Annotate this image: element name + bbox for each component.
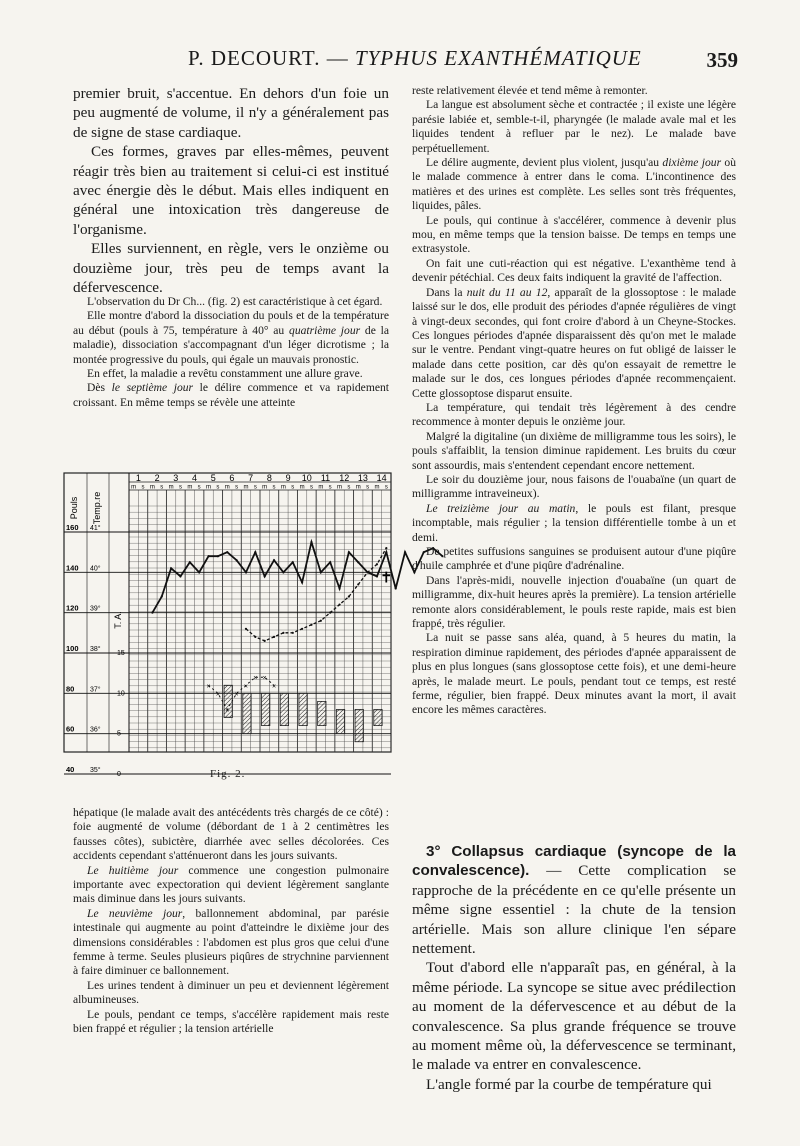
half-day-label: s [160, 484, 164, 491]
pulse-line-point [357, 561, 359, 563]
pouls-tick: 140 [66, 563, 79, 573]
pulse-line-point [376, 575, 378, 577]
paragraph: Le pouls, qui continue à s'accélérer, commence à devenir plus mou, en même temps que la tension baisse. De temps en temps une extrasystole. [412, 213, 736, 256]
right-column-top [412, 84, 736, 718]
temp-tick: 41° [90, 525, 101, 532]
paragraph [412, 842, 736, 958]
temperature-line-point [385, 547, 387, 549]
tension-point: × [271, 683, 277, 691]
pulse-line-point [151, 612, 153, 614]
running-header [140, 46, 740, 80]
half-day-label: m [131, 484, 137, 491]
paragraph: premier bruit, s'accentue. En dehors d'un foie un peu augmenté de volume, il n'y a généralement pas de signe de stase cardiaque. [73, 85, 389, 141]
emphasis: quatrième jour [289, 323, 361, 337]
paragraph: Dans l'après-midi, nouvelle injection d'ouabaïne (un quart de milligramme, dix-huit heures après la première). La tension artérielle remonte alors considérablement, le pouls reste rapide, mais est bien frappé, très régulier. [412, 573, 736, 631]
text-run: , le pouls est filant, presque incomptable, mais régulier ; la tension différentielle tombe à un et demi. [412, 501, 736, 544]
half-day-label: s [291, 484, 295, 491]
pulse-line-point [282, 571, 284, 573]
paragraph: La nuit se passe sans aléa, quand, à 5 heures du matin, la respiration diminue rapidement, des périodes d'apnée apparaissent de plus en plus longues (sans glossoptose cette fois), et une demi-heure après, le malade meurt. Le pouls, pendant tout ce temps, est resté ferme, régulier, bien frappé. Deux minutes avant la mort, il avait encore les mêmes caractères. [412, 631, 736, 717]
half-day-label: m [374, 484, 380, 491]
figure-caption: Fig. 2. [210, 768, 246, 780]
half-day-label: s [347, 484, 351, 491]
paragraph: Malgré la digitaline (un dixième de milligramme tous les soirs), le pouls s'affaiblit, la tension diminue rapidement. Les bruits du cœur sont assourdis, mais s'entendent cependant encore nettement. [412, 429, 736, 472]
day-label: 5 [210, 473, 216, 483]
temp-tick: 35° [90, 767, 101, 774]
ta-bar [374, 709, 382, 725]
half-day-label: s [178, 484, 182, 491]
pulse-line-point [273, 559, 275, 561]
half-day-label: m [355, 484, 361, 491]
left-column-bottom [73, 806, 389, 1037]
half-day-label: m [337, 484, 343, 491]
half-day-label: s [216, 484, 220, 491]
text-run: — Cette complication se rapproche de la précédente en ce qu'elle présente un même signe essentiel : la chute de la tension artérielle. Mais son allure clinique l'en sépare nettement. [412, 862, 736, 958]
tension-point: × [262, 675, 267, 683]
text-run: , ballonnement abdominal, par parésie intestinale qui augmente au point d'atteindre le dixième jour des dimensions considérables : l'abdomen est plus gros que celui d'une femme à terme. Seules plusieurs piqûres de strychnine parviennent à faire diminuer ce ballonnement. [73, 906, 389, 978]
day-label: 14 [376, 473, 387, 483]
half-day-label: m [262, 484, 268, 491]
half-day-label: m [206, 484, 212, 491]
death-cross: ✝ [380, 568, 393, 587]
pouls-tick: 40 [66, 765, 75, 774]
tension-point: × [243, 683, 249, 691]
half-day-label: s [366, 484, 370, 491]
pulse-line-point [226, 551, 228, 553]
pulse-line-point [310, 541, 312, 543]
ta-tick: 0 [117, 771, 121, 778]
text-run: Dès [87, 381, 112, 395]
day-label: 8 [266, 473, 272, 483]
right-column-bottom [412, 842, 736, 1094]
emphasis: dixième jour [662, 156, 722, 170]
left-column-top [73, 84, 389, 297]
page-number: 359 [706, 48, 738, 72]
temperature-line-point [254, 636, 256, 638]
paragraph [412, 502, 736, 545]
ta-bar [318, 701, 326, 725]
pulse-line-point [198, 571, 200, 573]
ta-tick: 5 [117, 730, 121, 738]
half-day-label: s [309, 484, 313, 491]
paragraph: reste relativement élevée et tend même à remonter. [412, 84, 648, 97]
left-column-middle [73, 295, 389, 410]
paragraph [73, 907, 389, 979]
half-day-label: s [272, 484, 276, 491]
pouls-tick: 80 [66, 684, 75, 694]
paragraph [73, 309, 389, 367]
paragraph: Elles surviennent, en règle, vers le onzième ou douzième jour, très peu de temps avant la défervescence. [73, 240, 389, 297]
pulse-line-point [301, 581, 303, 583]
paragraph: Le pouls, pendant ce temps, s'accélère rapidement mais reste bien frappé et régulier ; la tension artérielle [73, 1007, 389, 1036]
pouls-tick: 60 [66, 724, 75, 734]
paragraph [73, 864, 389, 907]
text-run: Dans la [426, 285, 467, 299]
half-day-label: m [243, 484, 249, 491]
day-label: 3 [173, 473, 179, 483]
paragraph [73, 381, 389, 410]
tension-point: × [234, 691, 239, 699]
pulse-line-point [292, 561, 294, 563]
pulse-line-point [385, 551, 387, 553]
pulse-line-point [179, 575, 181, 577]
pulse-line-point [170, 567, 172, 569]
day-label: 6 [229, 473, 235, 483]
day-label: 13 [357, 473, 368, 483]
half-day-label: s [253, 484, 257, 491]
half-day-label: m [224, 484, 230, 491]
temperature-line-point [245, 628, 247, 630]
tension-point: × [253, 675, 258, 683]
temperature-line-point [301, 628, 303, 630]
emphasis: Le neuvième jour [87, 906, 183, 920]
text-run: commence une congestion pulmonaire importante avec expectoration qui devient légèrement sanglante mais diminue dans les jours suivants. [73, 863, 389, 906]
day-label: 1 [135, 473, 141, 483]
pulse-line-point [236, 559, 238, 561]
paragraph: hépatique (le malade avait des antécédents très chargés de ce côté) : foie augmenté de volume (débordant de 1 à 2 centimètres les fausses côtes), subictère, diarrhée avec selles décolorées. Ces accidents cependant s'atténueront dans les jours suivants. [73, 806, 389, 863]
temp-tick: 38° [90, 646, 101, 653]
running-title [188, 46, 642, 71]
temp-tick: 36° [90, 726, 101, 734]
day-label: 12 [339, 473, 350, 483]
pulse-line-point [348, 551, 350, 553]
section-title: 3° Collapsus cardiaque (syncope de la convalescence). [412, 843, 736, 880]
temperature-line-point [329, 612, 331, 614]
temp-tick: 39° [90, 605, 101, 613]
temperature-line-point [310, 624, 312, 626]
paragraph: En effet, la maladie a revêtu constamment une allure grave. [87, 367, 363, 381]
running-dash: — [320, 46, 355, 70]
temperature-line-point [292, 632, 294, 634]
half-day-label: s [328, 484, 332, 491]
pulse-line-point [320, 571, 322, 573]
half-day-label: m [187, 484, 193, 491]
ta-bar [280, 693, 288, 725]
pulse-line-point [207, 555, 209, 557]
half-day-label: m [168, 484, 174, 491]
half-day-label: s [141, 484, 145, 491]
emphasis: Le treizième jour au matin [426, 501, 576, 515]
text-run: le délire commence et va rapidement croissant. En même temps se révèle une atteinte [73, 381, 389, 409]
temp-axis-label: Temp.re [92, 491, 102, 525]
pouls-tick: 160 [66, 523, 79, 532]
temperature-line-point [376, 563, 378, 565]
temperature-line-point [367, 571, 369, 573]
running-title-text: TYPHUS EXANTHÉMATIQUE [354, 46, 642, 70]
day-label: 11 [320, 473, 331, 483]
half-day-label: s [197, 484, 201, 491]
emphasis: le septième jour [111, 381, 194, 395]
ta-bar [355, 709, 363, 741]
pulse-line-point [338, 587, 340, 589]
pulse-line-point [217, 555, 219, 557]
tension-point: × [206, 683, 211, 691]
day-label: 7 [248, 473, 254, 483]
ta-bar [336, 709, 344, 733]
temperature-line-point [357, 583, 359, 585]
temp-tick: 37° [90, 686, 101, 694]
half-day-label: m [318, 484, 324, 491]
temperature-line-point [264, 640, 266, 642]
paragraph: Le soir du douzième jour, nous faisons de l'ouabaïne (un quart de milligramme intraveineux). [412, 472, 736, 501]
temp-tick: 40° [90, 565, 101, 573]
paragraph: L'angle formé par la courbe de température qui [426, 1075, 712, 1093]
ta-bar [243, 693, 251, 733]
half-day-label: s [235, 484, 239, 491]
paragraph [412, 286, 736, 401]
text-run: , apparaît de la glossoptose : le malade laissé sur le dos, elle produit des périodes d'apnée régulières de vingt à vingt-deux secondes, qui font croire d'abord à un Cheyne-Stockes. Ces longues périodes d'apnée disparaissent dès qu'on met le malade sur le ventre. Pendant vingt-quatre heures on fut obligé de laisser le malade dans cette position, car dès qu'on essayait de remettre le malade sur le dos, ces longues périodes d'apnée recommençaient. Cette glossoptose disparut ensuite. [412, 285, 736, 400]
half-day-label: s [384, 484, 388, 491]
temperature-line-point [273, 636, 275, 638]
paragraph: De petites suffusions sanguines se produisent autour d'une piqûre d'huile camphrée et d'une piqûre d'adrénaline. [412, 545, 736, 573]
temperature-line-point [320, 620, 322, 622]
tension-point: × [215, 691, 220, 699]
ta-bar [299, 693, 307, 725]
text-run: de la maladie), dissociation s'accompagnant d'un léger dicrotisme ; la montée progressive du pouls, qui égale un mauvais pronostic. [73, 323, 390, 366]
ta-tick: 10 [117, 690, 125, 698]
paragraph: On fait une cuti-réaction qui est négative. L'exanthème tend à devenir pétéchial. Ces deux faits indiquent la gravité de l'affection. [412, 256, 736, 285]
emphasis: nuit du 11 au 12 [466, 285, 548, 299]
paragraph: La langue est absolument sèche et contractée ; il existe une légère parésie labiée et, semble-t-il, pharyngée (le malade avale mal et les liquides tendent à refluer par le nez). Le malade bave perpétuellement. [412, 98, 736, 155]
tension-point: × [225, 707, 230, 715]
paragraph: Ces formes, graves par elles-mêmes, peuvent réagir très bien au traitement si celui-ci est institué avec énergie dès le début. Mais elles indiquent en général une intoxication très dangereuse de l'organisme. [73, 143, 389, 238]
text-run: Le délire augmente, devient plus violent, jusqu'au [426, 156, 663, 170]
half-day-label: m [280, 484, 286, 491]
temperature-line-point [282, 632, 284, 634]
ta-tick: 15 [117, 650, 125, 657]
pulse-line-point [264, 575, 266, 577]
paragraph: La température, qui tendait très légèrement à des cendre recommence à monter depuis le onzième jour. [412, 400, 736, 429]
pulse-line-point [395, 587, 397, 589]
pouls-tick: 120 [66, 603, 79, 613]
day-label: 4 [191, 473, 198, 483]
pulse-line-point [245, 571, 247, 573]
day-label: 2 [154, 473, 160, 483]
emphasis: Le huitième jour [87, 863, 179, 877]
pulse-line-point [329, 561, 331, 563]
pulse-line-point [161, 595, 163, 597]
day-label: 10 [301, 473, 312, 483]
pulse-line-point [189, 561, 191, 563]
running-author: P. DECOURT. [188, 46, 321, 70]
pulse-line-point [254, 551, 256, 553]
paragraph: L'observation du Dr Ch... (fig. 2) est caractéristique à cet égard. [87, 295, 383, 308]
temperature-line-point [348, 595, 350, 597]
text-run: où le malade commence à entrer dans le coma. L'incontinence des matières et des urines est complète. Les selles sont très fréquentes, liquides, pâles. [412, 156, 736, 213]
paragraph: Tout d'abord elle n'apparaît pas, en général, à la même période. La syncope se situe avec prédilection au moment de la défervescence et au début de la convalescence. Sa plus grande fréquence se trouve au moment même où, la défervescence se terminant, le malade va entrer en convalescence. [412, 959, 736, 1074]
pulse-line-point [404, 551, 406, 553]
paragraph [412, 156, 736, 214]
pouls-tick: 100 [66, 644, 79, 653]
pouls-axis-label: Pouls [69, 496, 79, 520]
half-day-label: m [299, 484, 305, 491]
ta-axis-label: T. A. [113, 611, 123, 629]
half-day-label: m [149, 484, 155, 491]
ta-bar [262, 693, 270, 725]
text-run: Elle montre d'abord la dissociation du pouls et de la température au début (pouls à 75, température à 40° au [73, 309, 389, 337]
day-label: 9 [285, 473, 291, 483]
paragraph: Les urines tendent à diminuer un peu et deviennent légèrement albumineuses. [73, 978, 389, 1007]
temperature-line-point [338, 604, 340, 606]
